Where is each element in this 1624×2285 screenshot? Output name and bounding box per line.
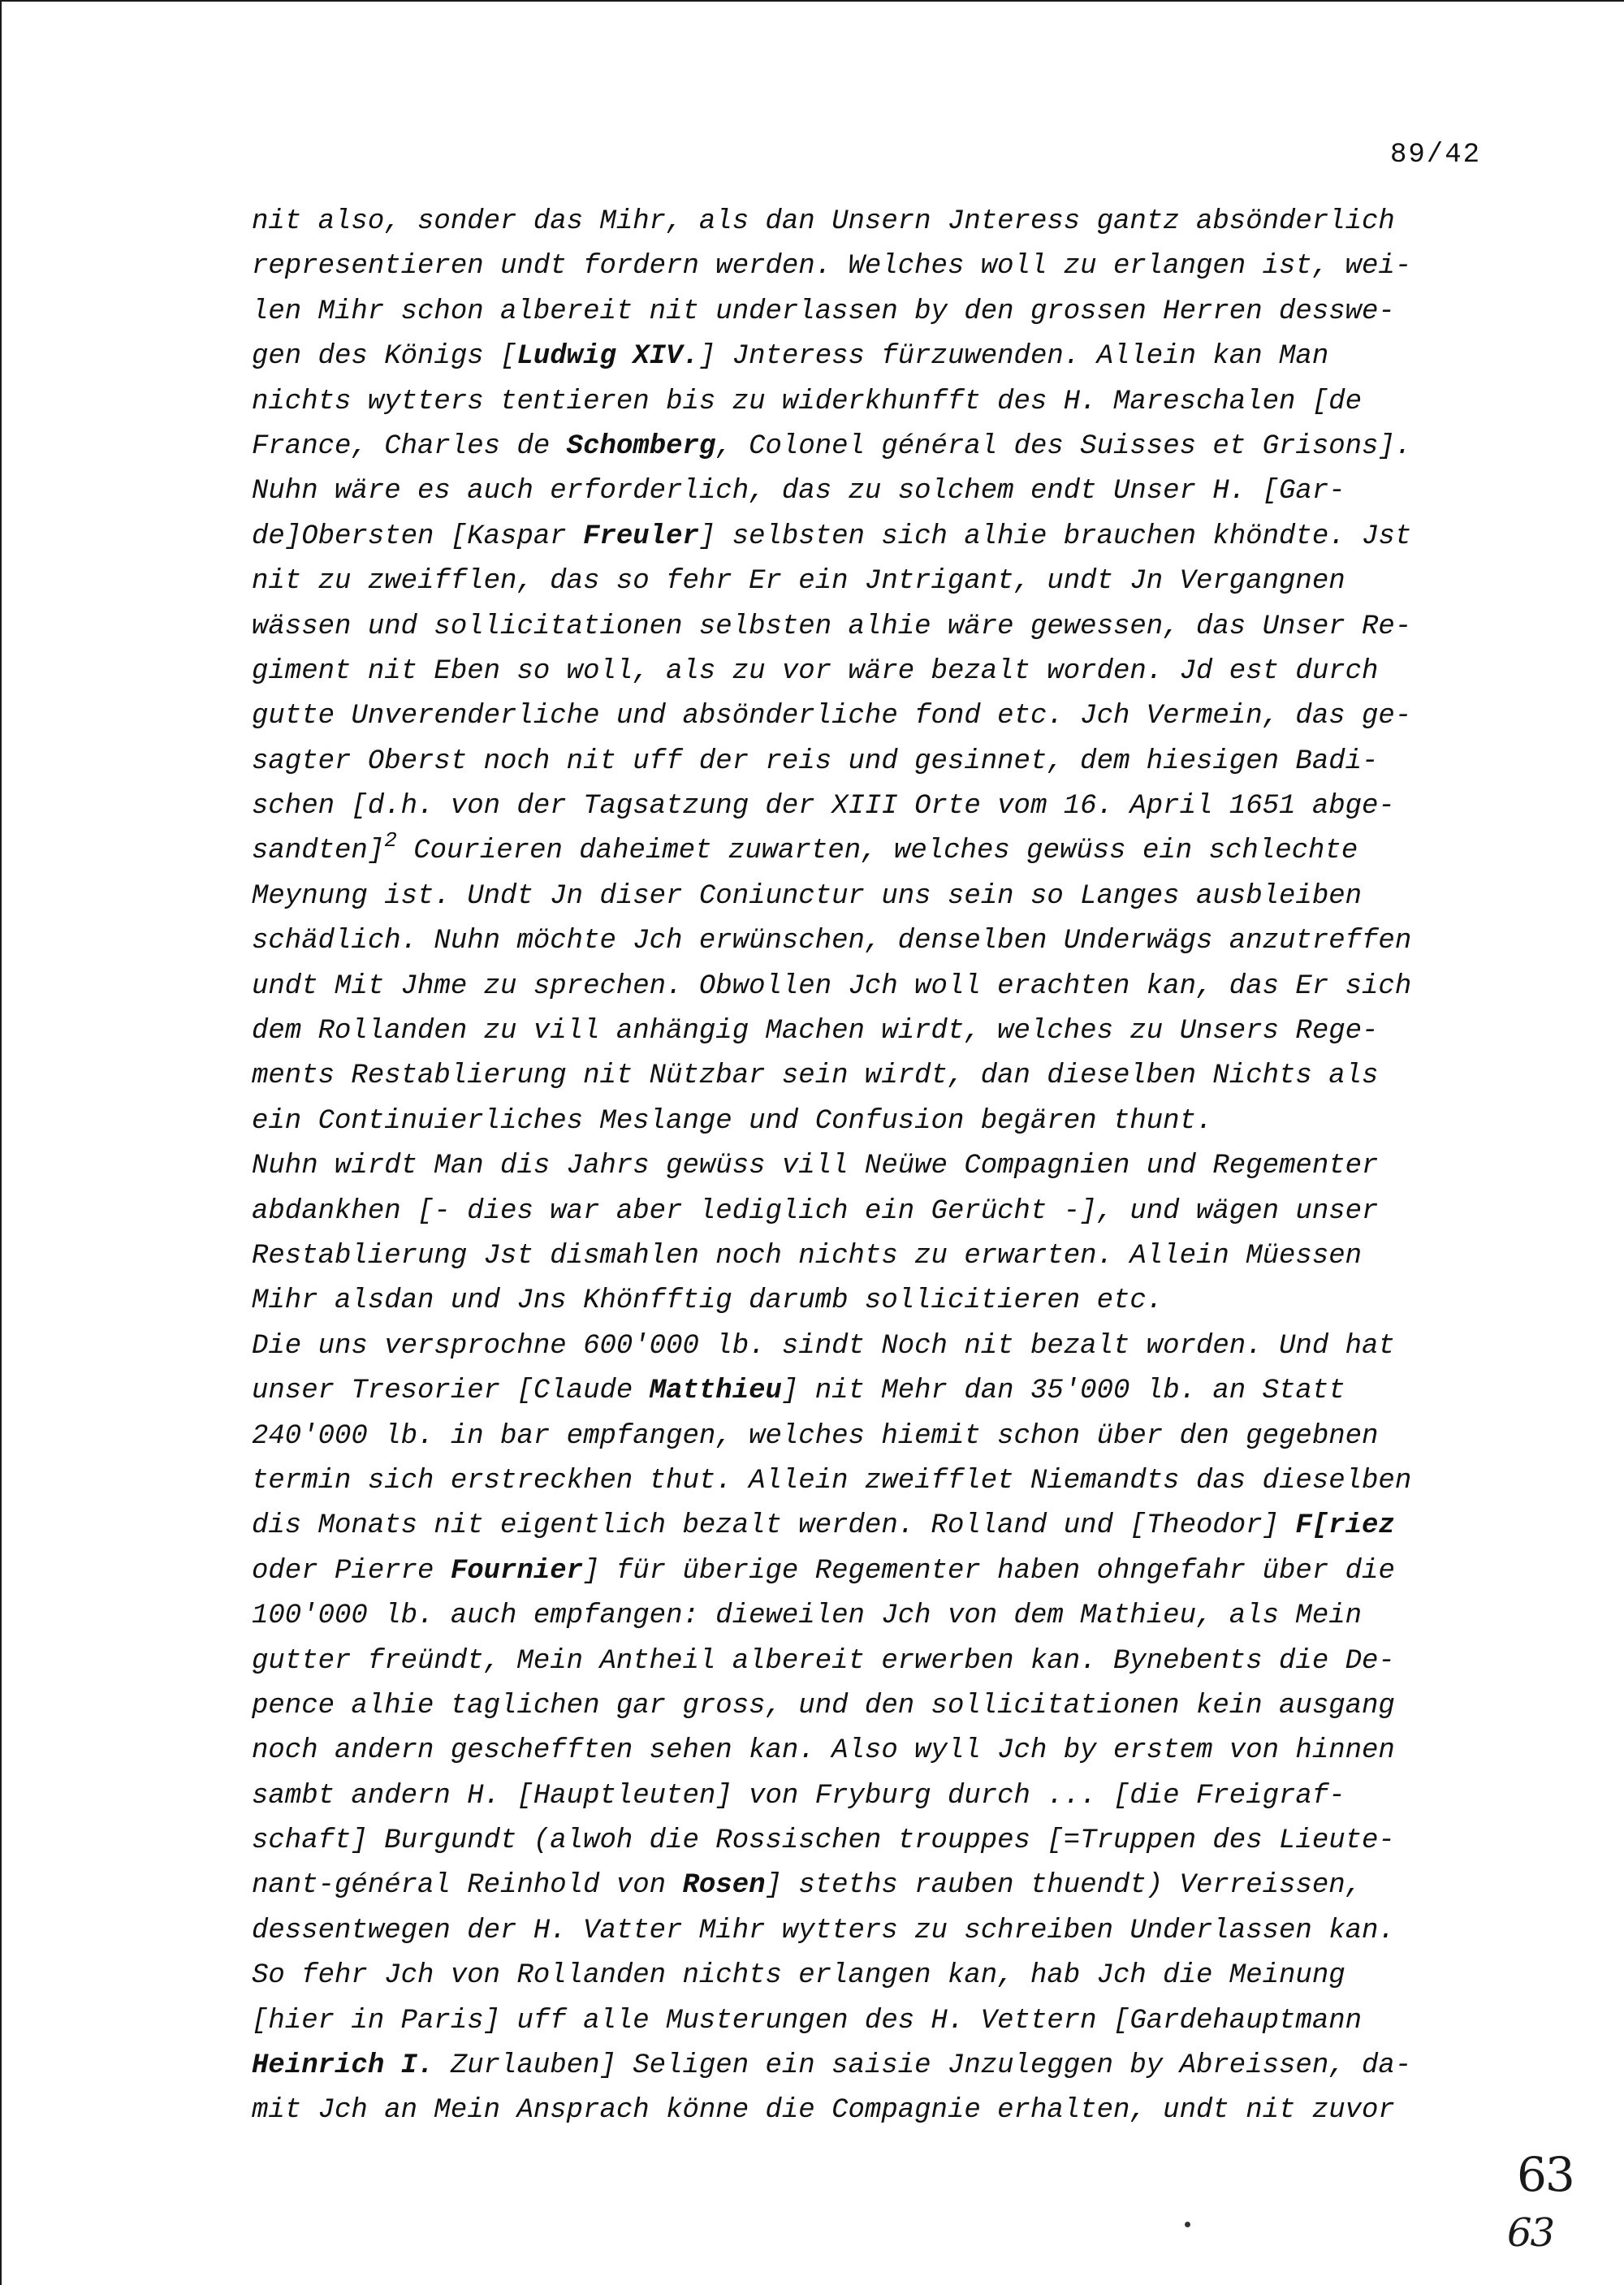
text-line bbox=[252, 875, 1518, 919]
text-line bbox=[252, 1864, 1518, 1908]
text-run: Mihr alsdan und Jns Khönfftig darumb sollicitieren etc. bbox=[252, 1285, 1164, 1317]
text-run: giment nit Eben so woll, als zu vor wäre bezalt worden. Jd est durch bbox=[252, 655, 1379, 687]
text-run: pence alhie taglichen gar gross, und den sollicitationen kein ausgang bbox=[252, 1690, 1395, 1721]
text-run: wässen und sollicitationen selbsten alhie wäre gewessen, das Unser Re- bbox=[252, 611, 1412, 642]
text-run: sambt andern H. [Hauptleuten] von Fryburg durch ... [die Freigraf- bbox=[252, 1780, 1345, 1812]
text-line bbox=[252, 559, 1518, 604]
text-run: [hier in Paris] uff alle Musterungen des H. Vettern [Gardehauptmann bbox=[252, 2005, 1363, 2037]
scan-speck bbox=[1185, 2222, 1190, 2227]
text-line bbox=[252, 1234, 1518, 1279]
text-line bbox=[252, 1324, 1518, 1369]
bold-name: Schomberg bbox=[566, 430, 716, 462]
text-run: Restablierung Jst dismahlen noch nichts zu erwarten. Allein Müessen bbox=[252, 1240, 1363, 1272]
text-line bbox=[252, 1909, 1518, 1954]
folio-stamp: 63 bbox=[1517, 2147, 1574, 2202]
footnote-marker: 2 bbox=[384, 828, 397, 853]
document-body bbox=[252, 200, 1518, 2134]
text-run: len Mihr schon albereit nit underlassen by den grossen Herren desswe- bbox=[252, 296, 1395, 327]
text-run: schädlich. Nuhn möchte Jch erwünschen, denselben Underwägs anzutreffen bbox=[252, 926, 1412, 957]
text-run: sagter Oberst noch nit uff der reis und gesinnet, dem hiesigen Badi- bbox=[252, 745, 1379, 777]
text-line bbox=[252, 784, 1518, 829]
text-run: termin sich erstreckhen thut. Allein zweifflet Niemandts das dieselben bbox=[252, 1465, 1412, 1497]
text-line bbox=[252, 1144, 1518, 1189]
bold-name: Matthieu bbox=[649, 1376, 782, 1407]
text-line bbox=[252, 1054, 1518, 1099]
text-run: 100'000 lb. auch empfangen: dieweilen Jch von dem Mathieu, als Mein bbox=[252, 1600, 1363, 1632]
text-line bbox=[252, 1684, 1518, 1729]
text-run: ] selbsten sich alhie brauchen khöndte. Jst bbox=[698, 520, 1412, 552]
text-line bbox=[252, 919, 1518, 964]
text-run: noch andern geschefften sehen kan. Also wyll Jch by erstem von hinnen bbox=[252, 1735, 1395, 1767]
text-line bbox=[252, 2088, 1518, 2133]
text-run: France, Charles de bbox=[252, 430, 567, 462]
text-line bbox=[252, 290, 1518, 335]
text-line bbox=[252, 515, 1518, 559]
text-run: nit zu zweifflen, das so fehr Er ein Jntrigant, undt Jn Vergangnen bbox=[252, 566, 1345, 598]
bold-name: Heinrich I. bbox=[252, 2050, 434, 2082]
text-run: ] steths rauben thuendt) Verreissen, bbox=[765, 1870, 1363, 1902]
text-run: So fehr Jch von Rollanden nichts erlangen kan, hab Jch die Meinung bbox=[252, 1960, 1345, 1992]
bold-name: Freuler bbox=[583, 520, 699, 552]
text-line bbox=[252, 469, 1518, 514]
text-run: abdankhen [- dies war aber lediglich ein Gerücht -], und wägen unser bbox=[252, 1195, 1379, 1227]
text-line bbox=[252, 605, 1518, 650]
text-line bbox=[252, 380, 1518, 425]
text-run: ] nit Mehr dan 35'000 lb. an Statt bbox=[781, 1376, 1345, 1407]
text-run: Nuhn wirdt Man dis Jahrs gewüss vill Neüwe Compagnien und Regementer bbox=[252, 1151, 1379, 1182]
text-line bbox=[252, 1999, 1518, 2044]
text-run: mit Jch an Mein Ansprach könne die Compagnie erhalten, undt nit zuvor bbox=[252, 2095, 1395, 2127]
page-reference: 89/42 bbox=[1390, 140, 1482, 171]
text-run: Meynung ist. Undt Jn diser Coniunctur uns sein so Langes ausbleiben bbox=[252, 880, 1363, 912]
text-line bbox=[252, 694, 1518, 739]
folio-handwritten: 63 bbox=[1507, 2210, 1554, 2256]
bold-name: F[riez bbox=[1295, 1510, 1395, 1542]
text-run: de]Obersten [Kaspar bbox=[252, 520, 584, 552]
bold-name: Ludwig XIV. bbox=[516, 341, 699, 373]
text-run: Courieren daheimet zuwarten, welches gewüss ein schlechte bbox=[396, 836, 1358, 867]
text-line bbox=[252, 1819, 1518, 1864]
text-run: nit also, sonder das Mihr, als dan Unsern Jnteress gantz absönderlich bbox=[252, 206, 1395, 237]
text-run: gutte Unverenderliche und absönderliche fond etc. Jch Vermein, das ge- bbox=[252, 701, 1412, 732]
text-line bbox=[252, 1774, 1518, 1819]
text-run: oder Pierre bbox=[252, 1555, 451, 1587]
text-run: , Colonel général des Suisses et Grisons]. bbox=[715, 430, 1412, 462]
text-run: Die uns versprochne 600'000 lb. sindt Noch nit bezalt worden. Und hat bbox=[252, 1330, 1395, 1362]
text-run: undt Mit Jhme zu sprechen. Obwollen Jch woll erachten kan, das Er sich bbox=[252, 970, 1412, 1002]
text-run: dis Monats nit eigentlich bezalt werden. Rolland und [Theodor] bbox=[252, 1510, 1296, 1542]
text-run: ] Jnteress fürzuwenden. Allein kan Man bbox=[698, 341, 1329, 373]
text-run: representieren undt fordern werden. Welches woll zu erlangen ist, wei- bbox=[252, 251, 1412, 283]
bold-name: Fournier bbox=[450, 1555, 584, 1587]
text-run: dem Rollanden zu vill anhängig Machen wirdt, welches zu Unsers Rege- bbox=[252, 1016, 1379, 1047]
text-run: gen des Königs [ bbox=[252, 341, 517, 373]
text-run: nichts wytters tentieren bis zu widerkhunfft des H. Mareschalen [de bbox=[252, 386, 1363, 417]
text-line bbox=[252, 1594, 1518, 1639]
text-line bbox=[252, 1009, 1518, 1054]
text-line bbox=[252, 829, 1518, 874]
text-line bbox=[252, 1190, 1518, 1234]
text-run: nant-général Reinhold von bbox=[252, 1870, 683, 1902]
text-line bbox=[252, 425, 1518, 469]
text-line bbox=[252, 335, 1518, 379]
text-run: gutter freündt, Mein Antheil albereit erwerben kan. Bynebents die De- bbox=[252, 1645, 1395, 1677]
text-line bbox=[252, 1369, 1518, 1414]
text-run: sandten] bbox=[252, 836, 385, 867]
text-line bbox=[252, 1954, 1518, 1998]
text-line bbox=[252, 2044, 1518, 2088]
text-line bbox=[252, 1549, 1518, 1594]
text-line bbox=[252, 965, 1518, 1009]
text-run: Nuhn wäre es auch erforderlich, das zu solchem endt Unser H. [Gar- bbox=[252, 476, 1345, 508]
text-line bbox=[252, 1729, 1518, 1773]
text-run: Zurlauben] Seligen ein saisie Jnzuleggen by Abreissen, da- bbox=[434, 2050, 1412, 2082]
text-line bbox=[252, 1099, 1518, 1144]
bold-name: Rosen bbox=[682, 1870, 766, 1902]
text-run: unser Tresorier [Claude bbox=[252, 1376, 650, 1407]
text-run: ments Restablierung nit Nützbar sein wirdt, dan dieselben Nichts als bbox=[252, 1060, 1379, 1092]
text-line bbox=[252, 1415, 1518, 1459]
text-line bbox=[252, 650, 1518, 694]
text-line bbox=[252, 244, 1518, 289]
text-run: 240'000 lb. in bar empfangen, welches hiemit schon über den gegebnen bbox=[252, 1420, 1379, 1452]
text-run: ein Continuierliches Meslange und Confusion begären thunt. bbox=[252, 1105, 1213, 1137]
text-line bbox=[252, 1279, 1518, 1324]
text-line bbox=[252, 1504, 1518, 1549]
text-run: schen [d.h. von der Tagsatzung der XIII Orte vom 16. April 1651 abge- bbox=[252, 791, 1395, 823]
text-run: schaft] Burgundt (alwoh die Rossischen trouppes [=Truppen des Lieute- bbox=[252, 1825, 1395, 1857]
text-line bbox=[252, 200, 1518, 244]
text-line bbox=[252, 740, 1518, 784]
text-line bbox=[252, 1459, 1518, 1504]
text-run: dessentwegen der H. Vatter Mihr wytters zu schreiben Underlassen kan. bbox=[252, 1915, 1395, 1946]
text-run: ] für überige Regementer haben ohngefahr über die bbox=[583, 1555, 1395, 1587]
text-line bbox=[252, 1639, 1518, 1684]
